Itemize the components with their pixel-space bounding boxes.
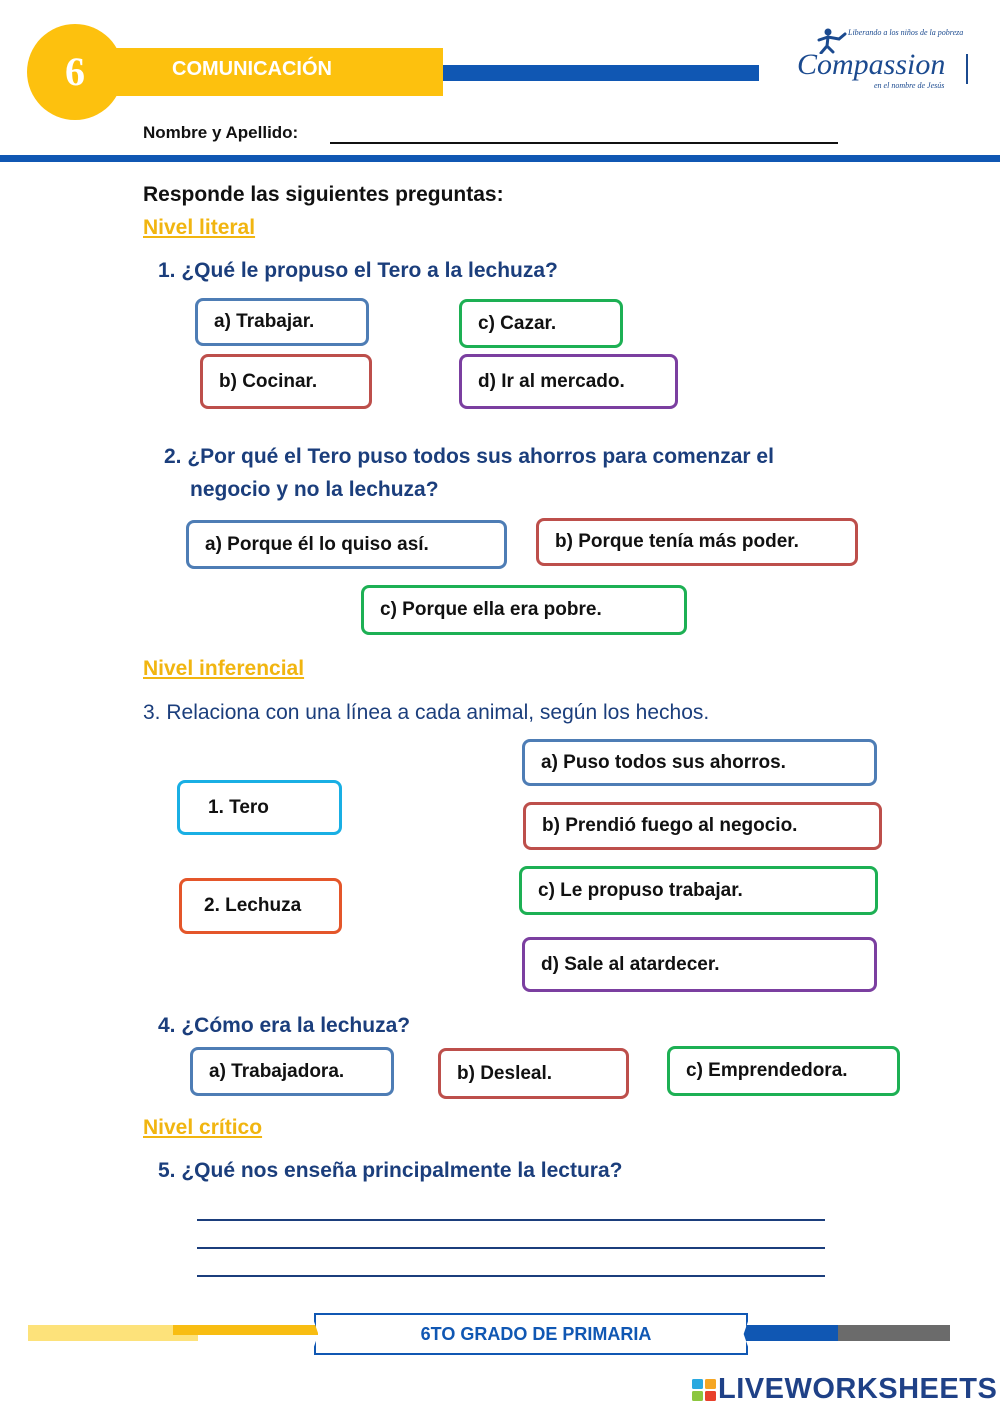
q3-fact-b[interactable]: b) Prendió fuego al negocio. (523, 802, 882, 850)
compassion-logo: Compassion (797, 48, 946, 81)
q1-option-c[interactable]: c) Cazar. (459, 299, 623, 348)
logo-separator (966, 54, 968, 84)
header-divider (0, 155, 1000, 162)
answer-line-2[interactable] (197, 1247, 825, 1249)
footer-yellow-bar (173, 1325, 318, 1335)
q3-fact-a[interactable]: a) Puso todos sus ahorros. (522, 739, 877, 786)
grade-number: 6 (65, 49, 85, 94)
q4-option-a[interactable]: a) Trabajadora. (190, 1047, 394, 1096)
level-inferencial: Nivel inferencial (143, 657, 305, 680)
question-1: 1. ¿Qué le propuso el Tero a la lechuza? (158, 259, 558, 282)
logo-tagline-bottom: en el nombre de Jesús (874, 81, 945, 90)
name-label: Nombre y Apellido: (143, 123, 299, 142)
liveworksheets-logo-icon (692, 1379, 716, 1401)
q2-option-c[interactable]: c) Porque ella era pobre. (361, 585, 687, 635)
footer-grey-bar (838, 1325, 950, 1341)
question-3: 3. Relaciona con una línea a cada animal, según los hechos. (143, 701, 710, 724)
q3-animal-lechuza[interactable]: 2. Lechuza (179, 878, 342, 934)
footer-grade-label: 6TO GRADO DE PRIMARIA (420, 1324, 652, 1344)
level-critico: Nivel crítico (143, 1116, 263, 1139)
q3-animal-tero[interactable]: 1. Tero (177, 780, 342, 835)
logo-tagline-top: Liberando a los niños de la pobreza (848, 28, 964, 37)
q3-fact-d[interactable]: d) Sale al atardecer. (522, 937, 877, 992)
question-2-line-1: 2. ¿Por qué el Tero puso todos sus ahorros para comenzar el (164, 445, 774, 468)
question-4: 4. ¿Cómo era la lechuza? (158, 1014, 411, 1037)
q4-option-c[interactable]: c) Emprendedora. (667, 1046, 900, 1096)
liveworksheets-brand: LIVEWORKSHEETS (718, 1373, 998, 1405)
q2-option-a[interactable]: a) Porque él lo quiso así. (186, 520, 507, 569)
q4-option-b[interactable]: b) Desleal. (438, 1048, 629, 1099)
question-5: 5. ¿Qué nos enseña principalmente la lectura? (158, 1159, 623, 1182)
q3-fact-c[interactable]: c) Le propuso trabajar. (519, 866, 878, 915)
header-blue-bar (443, 65, 759, 81)
answer-line-3[interactable] (197, 1275, 825, 1277)
q1-option-a[interactable]: a) Trabajar. (195, 298, 369, 346)
q1-option-b[interactable]: b) Cocinar. (200, 354, 372, 409)
instructions: Responde las siguientes preguntas: (143, 183, 504, 206)
q1-option-d[interactable]: d) Ir al mercado. (459, 354, 678, 409)
answer-line-1[interactable] (197, 1219, 825, 1221)
q2-option-b[interactable]: b) Porque tenía más poder. (536, 518, 858, 566)
name-input-line[interactable] (330, 142, 838, 144)
level-literal: Nivel literal (143, 216, 256, 239)
subject-title: COMUNICACIÓN (172, 58, 332, 80)
question-2-line-2: negocio y no la lechuza? (190, 478, 439, 501)
